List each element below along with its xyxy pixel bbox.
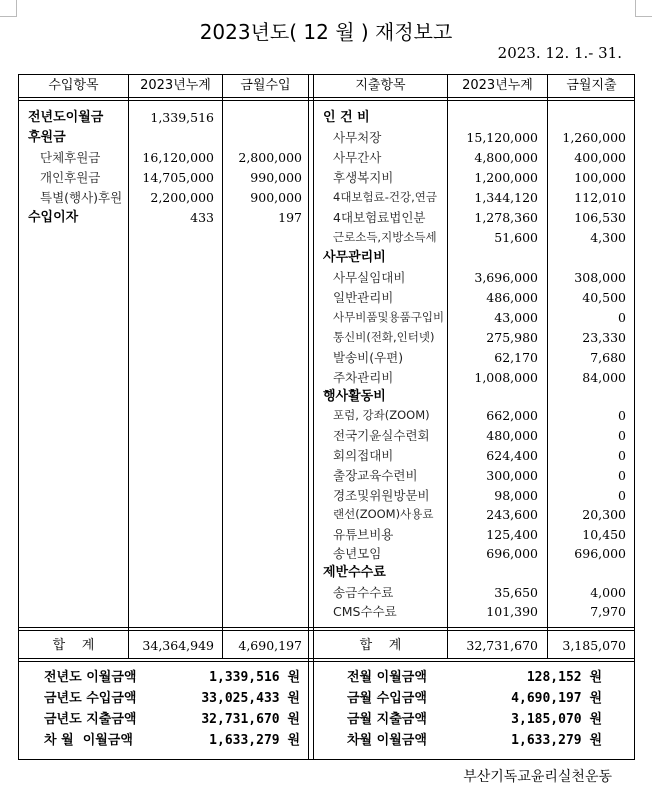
col-divider-middle-double [313, 74, 314, 760]
expense-month: 84,000 [582, 370, 626, 385]
summary-right-label: 차월 이월금액 [347, 733, 427, 748]
expense-category: 사무관리비 [323, 250, 386, 265]
expense-label: 출장교육수련비 [333, 468, 418, 483]
organization-name: 부산기독교윤리실천운동 [463, 769, 612, 785]
expense-label: 주차관리비 [333, 370, 394, 385]
expense-category: 제반수수료 [323, 565, 386, 580]
expense-cum: 125,400 [486, 527, 538, 542]
report-title: 2023년도( 12 월 ) 재정보고 [199, 20, 453, 44]
expense-month: 400,000 [574, 150, 626, 165]
summary-right-value: 3,185,070 원 [511, 712, 602, 727]
expense-label: 송금수수료 [333, 585, 394, 600]
expense-month: 0 [618, 448, 626, 463]
expense-month: 0 [618, 488, 626, 503]
income-label: 후원금 [28, 130, 66, 145]
header-expense-cum: 2023년누계 [462, 78, 533, 93]
expense-label: 사무실임대비 [333, 270, 406, 285]
expense-total-label: 합 계 [359, 638, 402, 653]
expense-label: 통신비(전화,인터넷) [333, 330, 435, 344]
expense-month: 0 [618, 428, 626, 443]
income-label: 단체후원금 [40, 150, 101, 165]
expense-category: 인 건 비 [323, 110, 370, 125]
expense-cum: 35,650 [494, 585, 538, 600]
expense-month: 23,330 [582, 330, 626, 345]
col-divider [222, 74, 223, 658]
expense-label: 유튜브비용 [333, 527, 394, 542]
summary-right-label: 금월 지출금액 [347, 712, 427, 727]
income-cum: 1,339,516 [150, 110, 214, 125]
summary-top-divider-double [18, 661, 635, 662]
expense-label: CMS수수료 [333, 604, 397, 619]
expense-month: 4,000 [590, 585, 626, 600]
page-corner-mark-left [0, 0, 17, 17]
summary-right-value: 1,633,279 원 [511, 733, 602, 748]
summary-left-value: 33,025,433 원 [201, 691, 300, 706]
expense-cum: 1,344,120 [474, 190, 538, 205]
col-divider [447, 74, 448, 658]
expense-month: 40,500 [582, 290, 626, 305]
income-month: 900,000 [250, 190, 302, 205]
expense-month: 7,680 [590, 350, 626, 365]
header-expense-month: 금월지출 [566, 78, 617, 93]
income-month: 2,800,000 [238, 150, 302, 165]
income-label: 전년도이월금 [28, 110, 104, 125]
income-label: 수입이자 [28, 210, 79, 225]
expense-label: 전국기윤실수련회 [333, 428, 430, 443]
income-cum: 16,120,000 [142, 150, 214, 165]
expense-label: 4대보험료-건강,연금 [333, 190, 437, 204]
summary-top-divider [18, 658, 635, 659]
expense-month: 100,000 [574, 170, 626, 185]
expense-month: 308,000 [574, 270, 626, 285]
expense-cum: 275,980 [486, 330, 538, 345]
expense-cum: 43,000 [494, 310, 538, 325]
expense-label: 사무비품및용품구입비 [333, 310, 445, 324]
summary-left-label: 금년도 지출금액 [44, 712, 137, 727]
summary-right-label: 전월 이월금액 [347, 670, 427, 685]
summary-right-label: 금월 수입금액 [347, 691, 427, 706]
expense-label: 근로소득,지방소득세 [333, 230, 437, 244]
header-income-item: 수입항목 [48, 78, 99, 93]
income-label: 특별(행사)후원 [40, 190, 123, 205]
summary-left-value: 1,339,516 원 [209, 670, 300, 685]
header-income-month: 금월수입 [240, 78, 291, 93]
expense-cum: 98,000 [494, 488, 538, 503]
expense-cum: 1,200,000 [474, 170, 538, 185]
expense-month: 20,300 [582, 507, 626, 522]
header-income-cum: 2023년누계 [140, 78, 211, 93]
col-divider-middle [308, 74, 309, 760]
header-expense-item: 지출항목 [355, 78, 406, 93]
expense-label: 송년모임 [333, 546, 382, 561]
expense-label: 사무처장 [333, 130, 382, 145]
col-divider [547, 74, 548, 658]
expense-cum: 3,696,000 [474, 270, 538, 285]
expense-month: 106,530 [574, 210, 626, 225]
summary-right-value: 128,152 원 [526, 670, 602, 685]
expense-cum: 486,000 [486, 290, 538, 305]
expense-cum: 662,000 [486, 408, 538, 423]
col-divider [128, 74, 129, 658]
expense-label: 발송비(우편) [333, 350, 404, 365]
expense-month: 1,260,000 [562, 130, 626, 145]
income-month: 990,000 [250, 170, 302, 185]
income-cum: 14,705,000 [142, 170, 214, 185]
totals-top-divider [18, 627, 635, 628]
expense-total-month: 3,185,070 [562, 638, 626, 653]
expense-cum: 480,000 [486, 428, 538, 443]
expense-month: 4,300 [590, 230, 626, 245]
expense-cum: 1,008,000 [474, 370, 538, 385]
report-period: 2023. 12. 1.- 31. [497, 44, 622, 62]
expense-cum: 15,120,000 [466, 130, 538, 145]
expense-cum: 243,600 [486, 507, 538, 522]
expense-label: 후생복지비 [333, 170, 394, 185]
summary-left-label: 전년도 이월금액 [44, 670, 137, 685]
expense-month: 7,970 [590, 604, 626, 619]
income-month: 197 [278, 210, 302, 225]
income-label: 개인후원금 [40, 170, 101, 185]
summary-left-value: 1,633,279 원 [209, 733, 300, 748]
expense-cum: 101,390 [486, 604, 538, 619]
expense-label: 사무간사 [333, 150, 382, 165]
income-total-label: 합 계 [52, 638, 95, 653]
expense-cum: 4,800,000 [474, 150, 538, 165]
expense-month: 0 [618, 408, 626, 423]
expense-cum: 51,600 [494, 230, 538, 245]
expense-category: 행사활동비 [323, 389, 386, 404]
expense-cum: 1,278,360 [474, 210, 538, 225]
expense-month: 10,450 [582, 527, 626, 542]
expense-label: 4대보험료법인분 [333, 210, 426, 225]
expense-label: 회의접대비 [333, 448, 394, 463]
header-divider [18, 97, 635, 98]
income-total-cum: 34,364,949 [142, 638, 214, 653]
header-divider-double [18, 100, 635, 101]
expense-cum: 696,000 [486, 546, 538, 561]
expense-month: 0 [618, 468, 626, 483]
expense-label: 랜선(ZOOM)사용료 [333, 507, 434, 521]
expense-cum: 624,400 [486, 448, 538, 463]
income-cum: 433 [190, 210, 214, 225]
expense-cum: 62,170 [494, 350, 538, 365]
totals-top-divider-double [18, 630, 635, 631]
expense-label: 일반관리비 [333, 290, 394, 305]
income-cum: 2,200,000 [150, 190, 214, 205]
summary-left-label: 금년도 수입금액 [44, 691, 137, 706]
expense-cum: 300,000 [486, 468, 538, 483]
expense-total-cum: 32,731,670 [466, 638, 538, 653]
page-corner-mark-right [635, 0, 652, 17]
expense-month: 112,010 [574, 190, 626, 205]
summary-right-value: 4,690,197 원 [511, 691, 602, 706]
expense-month: 696,000 [574, 546, 626, 561]
summary-left-value: 32,731,670 원 [201, 712, 300, 727]
expense-label: 포럼, 강좌(ZOOM) [333, 408, 430, 422]
expense-month: 0 [618, 310, 626, 325]
income-total-month: 4,690,197 [238, 638, 302, 653]
summary-left-label: 차 월 이월금액 [44, 733, 133, 748]
expense-label: 경조및위원방문비 [333, 488, 430, 503]
